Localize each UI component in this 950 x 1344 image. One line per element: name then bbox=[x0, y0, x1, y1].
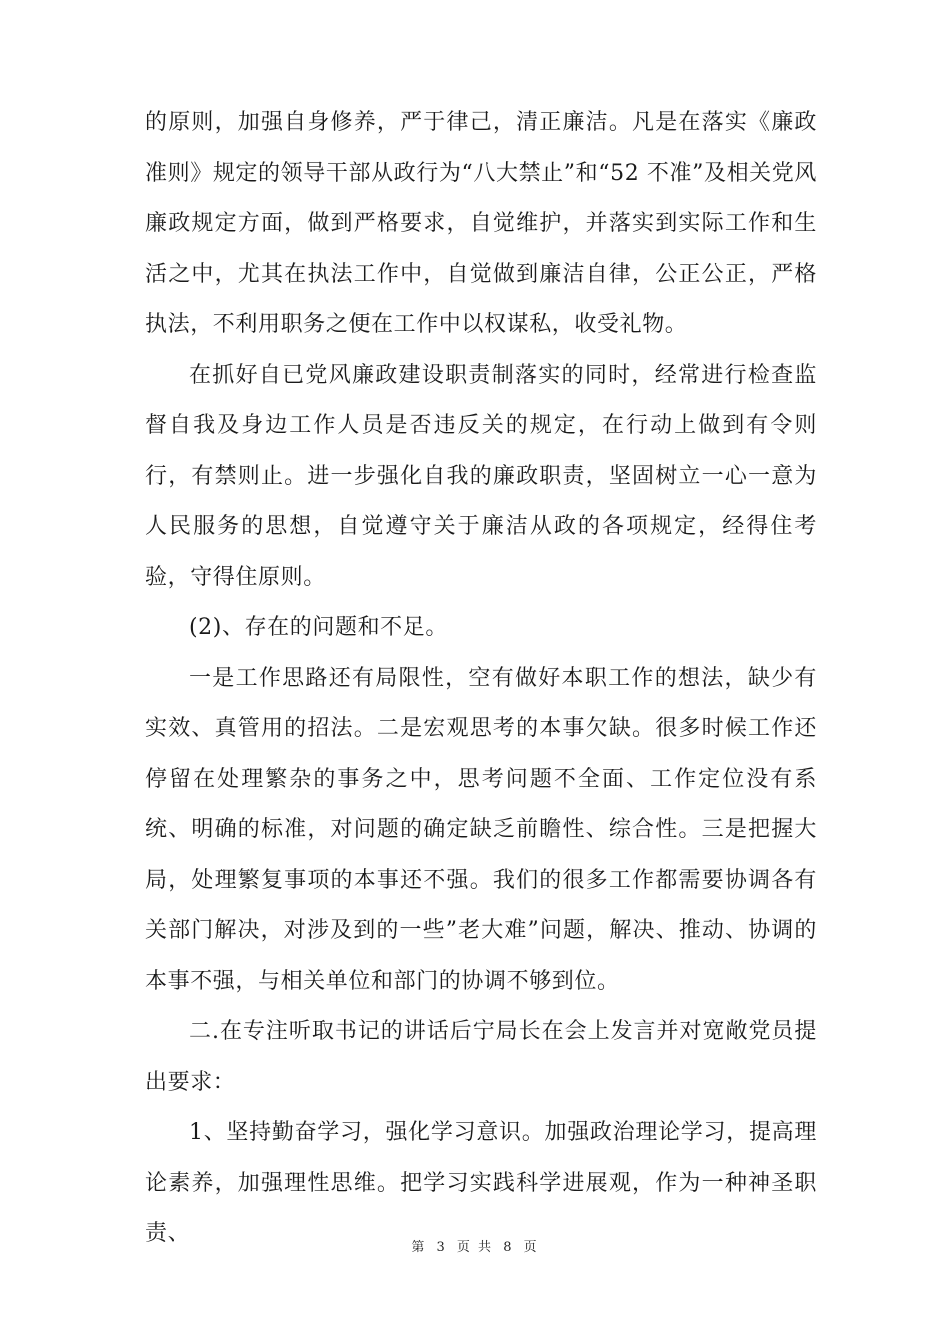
footer-suffix: 页 bbox=[523, 1240, 539, 1255]
paragraph-continuation: 的原则，加强自身修养，严于律己，清正廉洁。凡是在落实《廉政准则》规定的领导干部从政行为“八大禁止”和“52 不准”及相关党风廉政规定方面，做到严格要求，自觉维护，并落实到实际工作和生活之中，尤其在执法工作中，自觉做到廉洁自律，公正公正，严格执法，不利用职务之便在工作中以权谋私，收受礼物。 bbox=[145, 110, 817, 337]
footer-total-pages: 8 bbox=[503, 1240, 514, 1255]
footer-current-page: 3 bbox=[436, 1240, 447, 1255]
document-body bbox=[145, 98, 817, 1260]
footer-prefix: 第 bbox=[411, 1240, 427, 1255]
section-heading-problems: (2)、存在的问题和不足。 bbox=[189, 615, 448, 640]
paragraph-requirement-1: 1、坚持勤奋学习，强化学习意识。加强政治理论学习，提高理论素养，加强理性思维。把学习实践科学进展观，作为一种神圣职责、 bbox=[145, 1120, 817, 1246]
page-footer bbox=[0, 1236, 950, 1255]
section-heading-requirements: 二.在专注听取书记的讲话后宁局长在会上发言并对宽敞党员提出要求： bbox=[145, 1019, 817, 1095]
paragraph-problems-list: 一是工作思路还有局限性，空有做好本职工作的想法，缺少有实效、真管用的招法。二是宏观思考的本事欠缺。很多时候工作还停留在处理繁杂的事务之中，思考问题不全面、工作定位没有系统、明确的标准，对问题的确定缺乏前瞻性、综合性。三是把握大局，处理繁复事项的本事还不强。我们的很多工作都需要协调各有关部门解决，对涉及到的一些”老大难”问题，解决、推动、协调的本事不强，与相关单位和部门的协调不够到位。 bbox=[145, 665, 817, 994]
paragraph-self-supervision: 在抓好自已党风廉政建设职责制落实的同时，经常进行检查监督自我及身边工作人员是否违反关的规定，在行动上做到有令则行，有禁则止。进一步强化自我的廉政职责，坚固树立一心一意为人民服务的思想，自觉遵守关于廉洁从政的各项规定，经得住考验，守得住原则。 bbox=[145, 362, 817, 590]
footer-middle: 页 共 bbox=[456, 1240, 494, 1255]
